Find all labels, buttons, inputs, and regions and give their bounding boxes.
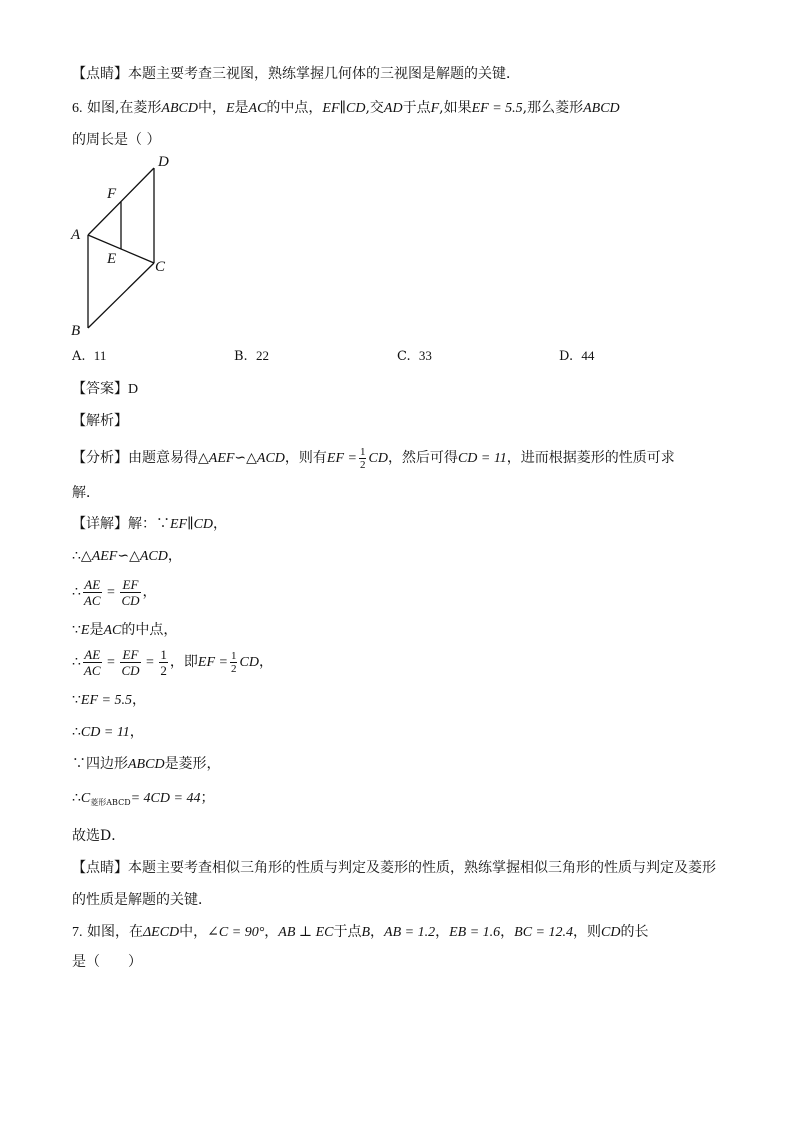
detail-text: ∵	[72, 622, 81, 638]
detail-text: ∵	[72, 692, 81, 708]
q7-math: AB ⊥ EC	[278, 925, 334, 940]
review-line2	[72, 890, 212, 910]
q6-math: AD	[383, 101, 403, 116]
figure-segment-bc	[88, 263, 154, 328]
fraction-denominator: AC	[83, 592, 101, 608]
q6-math: EF∥CD	[322, 101, 366, 116]
detail-text: ∴	[72, 724, 81, 740]
q7-math: ∠C = 90°	[207, 925, 265, 940]
choice-c[interactable]	[397, 348, 432, 364]
analysis-math: △AEF∽△ACD	[198, 451, 285, 466]
review-text: 本题主要考查相似三角形的性质与判定及菱形的性质，熟练掌握相似三角形的性质与判定及菱形	[128, 860, 716, 876]
fraction-numerator: AE	[84, 646, 101, 662]
q6-math: ABCD	[161, 101, 198, 116]
detail-line9	[72, 788, 214, 813]
analysis-text: 解．	[72, 485, 100, 501]
q6-line1	[72, 98, 620, 119]
q7-text: ，	[435, 924, 450, 940]
label-a: A	[71, 227, 81, 243]
choice-value: 22	[255, 348, 269, 363]
review-text: 的性质是解题的关键．	[72, 892, 212, 908]
q7-text: 是（ ）	[72, 954, 142, 970]
detail-text: 故选D．	[72, 828, 126, 844]
detail-text: ，	[129, 724, 144, 740]
detail-math: EF = 5.5	[80, 693, 132, 708]
detail-math: AC	[103, 623, 122, 638]
q6-text: ,那么菱形	[522, 100, 584, 116]
q6-text: 于点	[402, 100, 431, 116]
detail-text: 解：∵	[128, 516, 170, 532]
detail-line3: ∴ $\frac{AE}{AC}$ = $\frac{EF}{CD}$ ，	[72, 576, 157, 608]
analysis-text: ，进而根据菱形的性质可求	[506, 450, 675, 466]
analysis-math: CD	[368, 451, 388, 466]
q7-text: 于点	[333, 924, 362, 940]
detail-text: ∵四边形	[72, 756, 128, 772]
detail-text: ，	[142, 584, 157, 600]
analysis-tag: 【解析】	[72, 413, 128, 429]
analysis-text: ，则有	[284, 450, 327, 466]
fraction-numerator: 1	[160, 646, 167, 662]
choice-letter: A.	[72, 349, 86, 364]
q7-line2	[72, 952, 142, 972]
answer-tag: 【答案】	[72, 381, 128, 397]
q7-text: ，	[370, 924, 385, 940]
review-text: 本题主要考查三视图，熟练掌握几何体的三视图是解题的关键．	[128, 66, 520, 82]
detail-text: 是菱形，	[164, 756, 221, 772]
q6-line2	[72, 130, 160, 150]
detail-text: ，	[213, 516, 228, 532]
detail-line2	[72, 546, 182, 567]
fraction-denominator: 2	[359, 458, 366, 471]
detail-math: = 4CD = 44	[130, 791, 201, 806]
q7-math: EB = 1.6	[449, 925, 501, 940]
detail-text: ，即	[169, 654, 198, 670]
q6-text: 中，	[197, 100, 226, 116]
detail-line6	[72, 690, 146, 711]
q7-text: 如图，在	[86, 924, 143, 940]
detail-text: ∴	[72, 548, 81, 564]
analysis-line2	[72, 483, 100, 503]
fraction-one-half	[159, 647, 168, 678]
analysis-math: EF =	[326, 451, 357, 466]
analysis-text: ，然后可得	[387, 450, 458, 466]
fraction-numerator: 1	[230, 649, 237, 662]
detail-line1	[72, 514, 227, 535]
detail-math: CD	[239, 655, 259, 670]
detail-text: ；	[200, 790, 215, 806]
detail-text: ∴	[72, 584, 81, 600]
answer-value: D	[128, 382, 139, 397]
q7-math: BC = 12.4	[514, 925, 573, 940]
analysis-line1	[72, 443, 675, 473]
q7-math: AB = 1.2	[384, 925, 436, 940]
choice-a[interactable]	[72, 348, 106, 364]
fraction-denominator: CD	[121, 662, 140, 678]
rhombus-figure	[66, 150, 186, 340]
detail-line4	[72, 620, 177, 641]
q6-text: 是	[234, 100, 249, 116]
q7-text: ，则	[573, 924, 601, 940]
detail-math: ABCD	[128, 757, 165, 772]
q7-text: ，	[264, 924, 279, 940]
analysis-text: 由题意易得	[128, 450, 198, 466]
fraction-ef-cd	[120, 577, 140, 608]
detail-text: ∴	[72, 790, 81, 806]
choice-d[interactable]	[559, 348, 594, 364]
detail-text: ∴	[72, 654, 81, 670]
question-number: 7.	[72, 925, 83, 940]
detail-math: △AEF∽△ACD	[80, 549, 168, 564]
q7-math: ΔECD	[142, 925, 180, 940]
q7-line1	[72, 922, 648, 943]
q6-text: 的中点，	[266, 100, 323, 116]
choice-value: 11	[93, 348, 107, 363]
detail-math: E	[80, 623, 90, 638]
detail-line8	[72, 754, 221, 775]
detail-text: ，	[167, 548, 182, 564]
choice-letter: B.	[234, 349, 248, 364]
fraction-denominator: 2	[160, 662, 167, 678]
fraction-half-small	[230, 650, 238, 675]
detail-line5: ∴ $\frac{AE}{AC}$ = $\frac{EF}{CD}$ = $\frac{1}{2}$ ，即EF = $\frac{1}{2}$ CD，	[72, 646, 273, 678]
detail-math: EF∥CD	[170, 517, 214, 532]
answer-line	[72, 379, 138, 400]
choice-letter: C.	[397, 349, 411, 364]
q6-math: E	[225, 101, 235, 116]
fraction-numerator: EF	[120, 577, 140, 593]
q6-text: ,如果	[439, 100, 472, 116]
q6-text: ,交	[365, 100, 384, 116]
fraction-ae-ac	[83, 647, 102, 678]
perimeter-subscript: 菱形ABCD	[90, 798, 131, 807]
q7-text: 中，	[179, 924, 208, 940]
q7-math: B	[361, 925, 371, 940]
fraction-numerator: 1	[359, 445, 366, 458]
label-b: B	[71, 323, 81, 339]
choice-value: 33	[418, 348, 432, 363]
q6-math: F	[430, 101, 440, 116]
detail-tag: 【详解】	[72, 516, 128, 532]
fraction-denominator: 2	[230, 662, 237, 675]
q6-math: AC	[248, 101, 267, 116]
fraction-numerator: AE	[84, 576, 101, 592]
review-tag: 【点睛】	[72, 860, 128, 876]
label-d: D	[158, 154, 169, 170]
detail-line7	[72, 722, 144, 743]
q6-math: ABCD	[583, 101, 620, 116]
detail-math: CD = 11	[80, 725, 130, 740]
choice-value: 44	[581, 348, 595, 363]
review-line1	[72, 858, 716, 878]
detail-text: ，	[258, 654, 273, 670]
q6-math: EF = 5.5	[471, 101, 523, 116]
analysis-math: CD = 11	[457, 451, 507, 466]
label-c: C	[155, 259, 166, 275]
fraction-ef-cd	[120, 647, 140, 678]
detail-text: ，	[131, 692, 146, 708]
detail-line10	[72, 826, 125, 846]
detail-text: 的中点，	[121, 622, 178, 638]
review-tag: 【点睛】	[72, 66, 128, 82]
q7-text: ，	[500, 924, 515, 940]
question-number: 6.	[72, 101, 83, 116]
fraction-ae-ac	[83, 577, 102, 608]
fraction-half	[359, 446, 367, 471]
analysis-fenxi-tag: 【分析】	[72, 450, 128, 466]
fraction-denominator: AC	[83, 662, 101, 678]
detail-math: EF =	[197, 655, 228, 670]
prev-review-line	[72, 64, 520, 84]
detail-text: 是	[89, 622, 104, 638]
fraction-numerator: EF	[120, 647, 140, 663]
choice-letter: D.	[559, 349, 574, 364]
q7-text: 的长	[620, 924, 649, 940]
label-e: E	[107, 251, 117, 267]
detail-math: C	[80, 791, 91, 806]
label-f: F	[107, 186, 117, 202]
fraction-denominator: CD	[121, 592, 140, 608]
q6-text: 的周长是（ ）	[72, 132, 161, 148]
q6-text: 如图,在菱形	[86, 100, 162, 116]
choice-b[interactable]	[234, 348, 269, 364]
analysis-heading	[72, 411, 128, 431]
q7-math: CD	[601, 925, 621, 940]
